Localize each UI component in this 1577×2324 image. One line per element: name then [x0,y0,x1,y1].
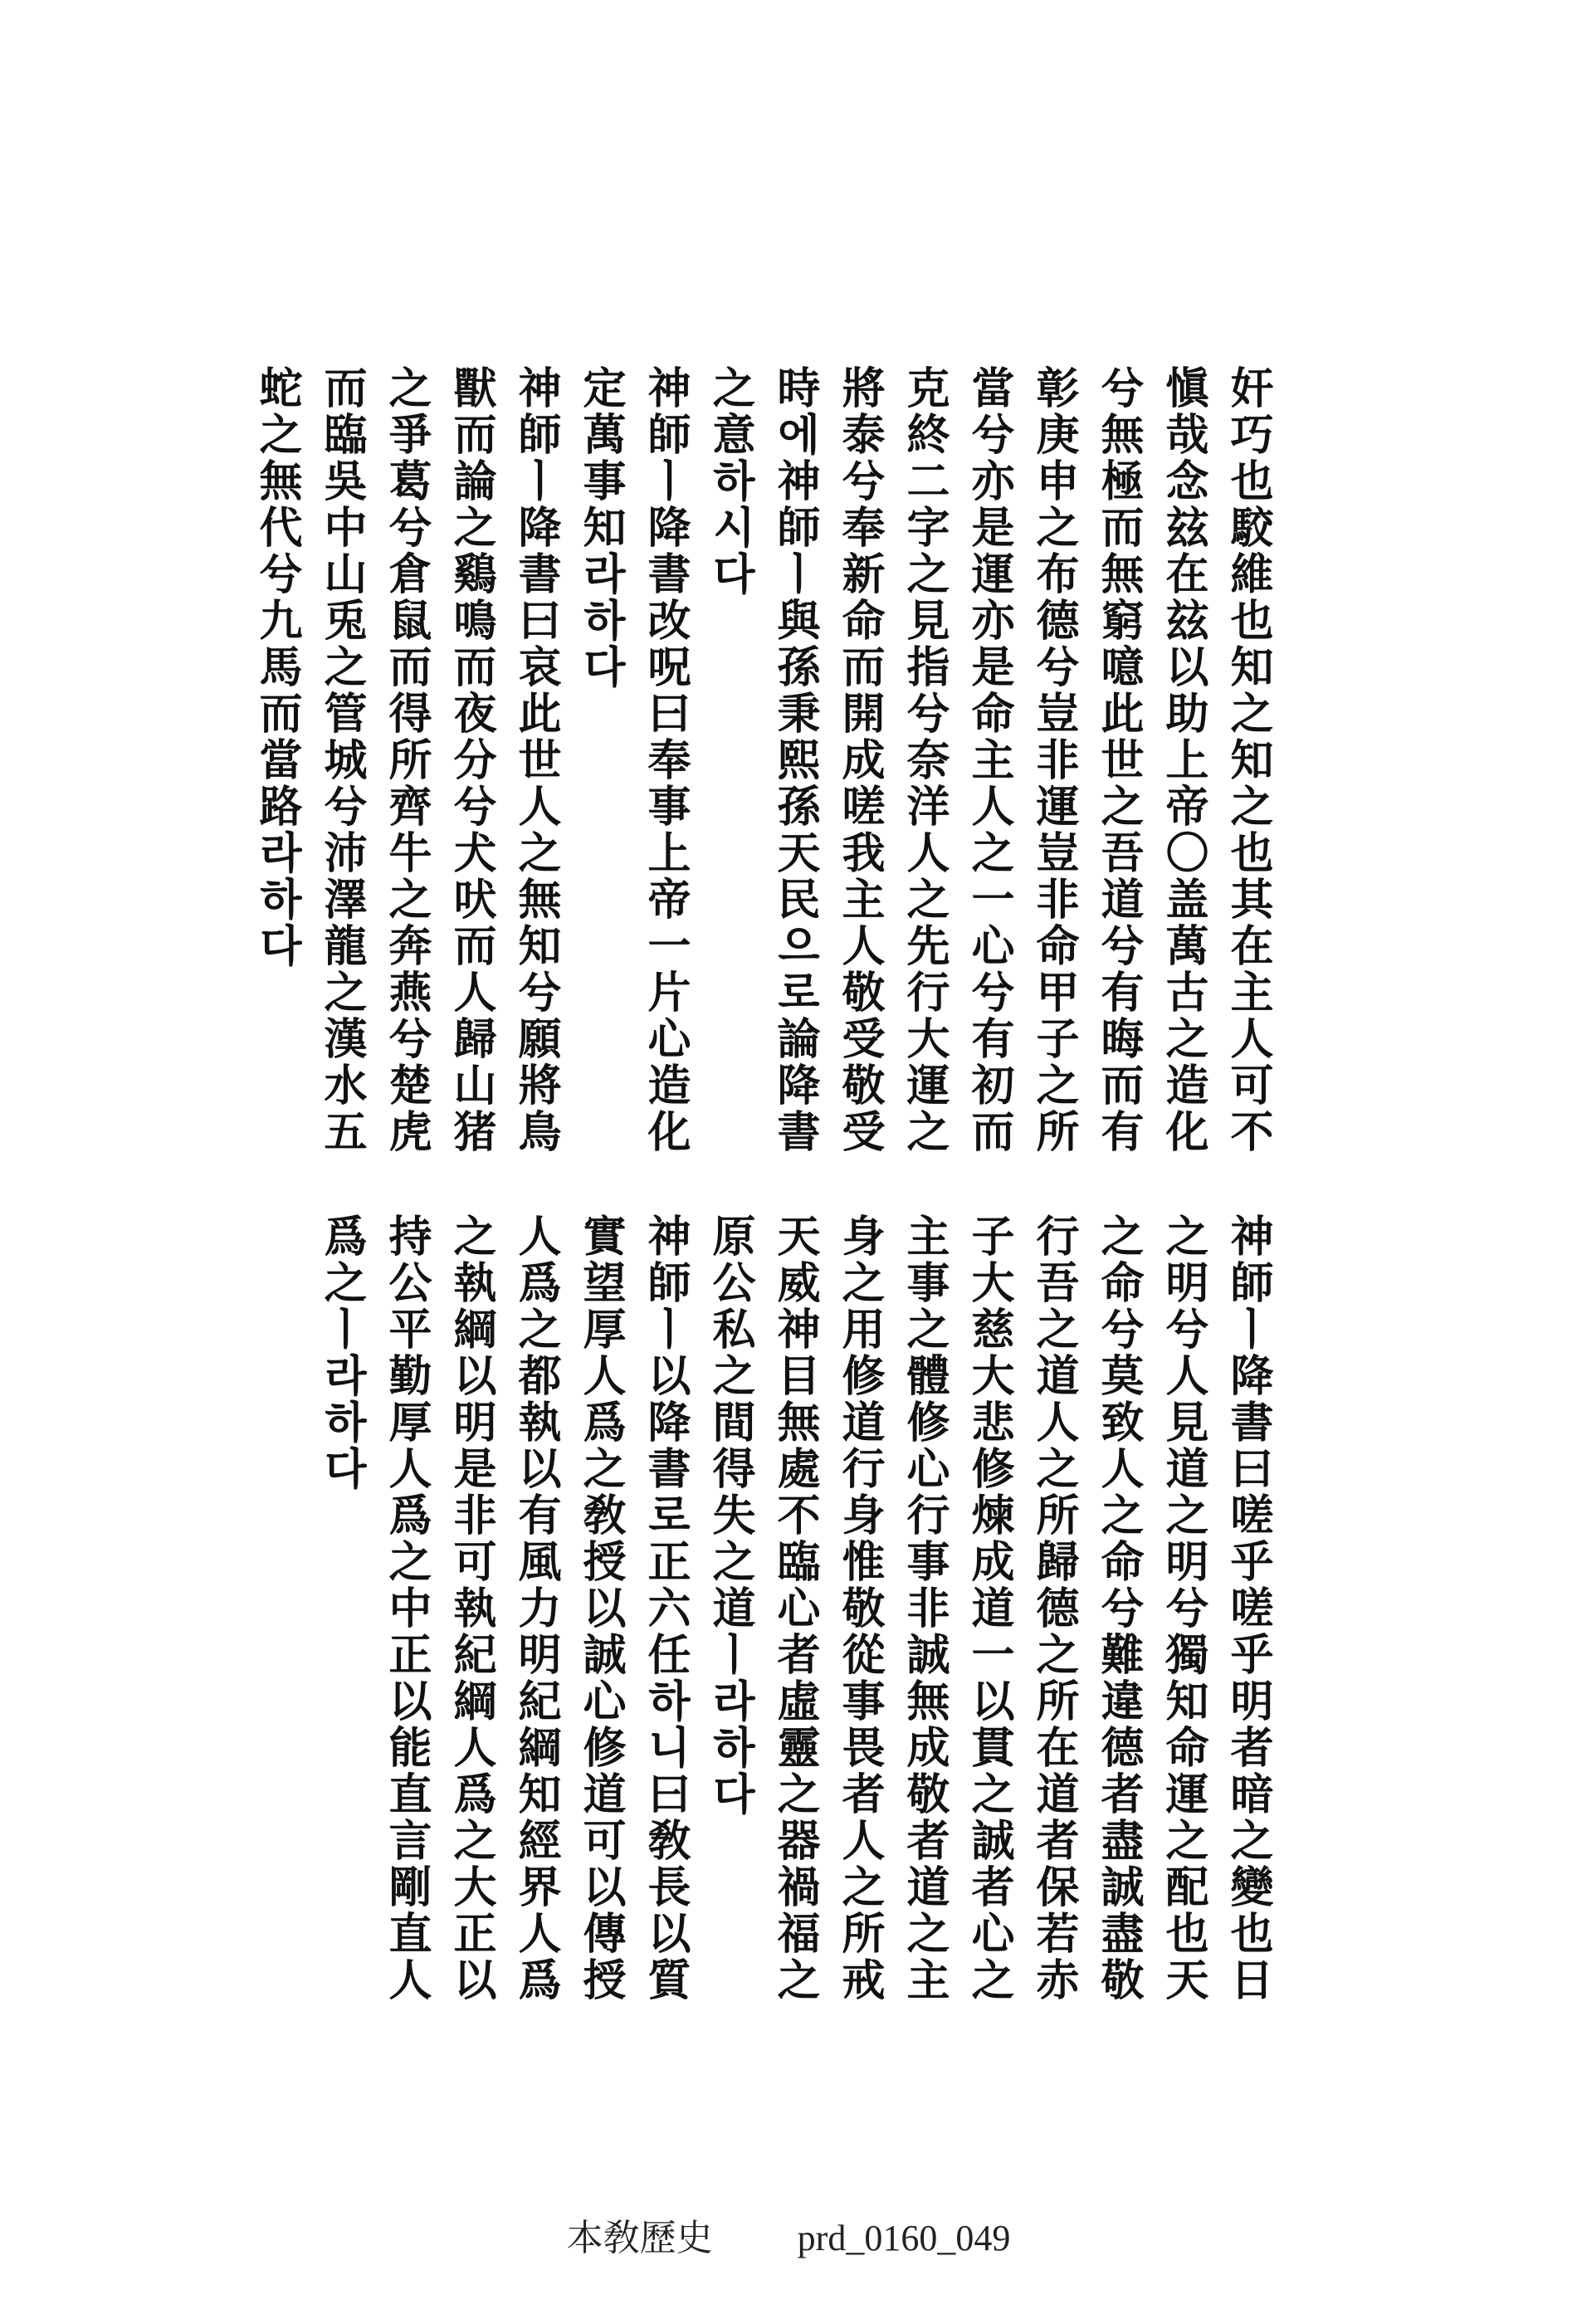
text-column: 克終二字之見指兮奈洋人之先行大運之 [899,365,950,1155]
text-column: 實望厚人爲之敎授以誠心修道可以傳授 [575,1213,626,2004]
lower-text-block [309,1213,1280,2004]
text-column: 原公私之間得失之道ㅣ라하다 [705,1213,755,1818]
text-column: 神師ㅣ降書曰哀此世人之無知兮願將鳥 [510,365,561,1155]
text-column: 天威神目無處不臨心者虛靈之器禍福之 [769,1213,820,2004]
text-column: 而臨吳中山兎之管城兮沛澤龍之漢水五 [316,365,367,1155]
book-title: 本敎歷史 [566,2218,713,2258]
text-column: 彰庚申之布德兮豈非運豈非命甲子之所 [1028,365,1079,1155]
text-column: 之命兮莫致人之命兮難違德者盡誠盡敬 [1093,1213,1144,2004]
text-column: 神師ㅣ降書曰嗟乎嗟乎明者暗之變也日 [1223,1213,1273,2004]
text-column: 身之用修道行身惟敬從事畏者人之所戒 [834,1213,885,2004]
text-column: 之執綱以明是非可執紀綱人爲之大正以 [446,1213,496,2004]
page-footer [0,2208,1577,2261]
text-column: 行吾之道人之所歸德之所在道者保若赤 [1028,1213,1079,2004]
text-column: 兮無極而無窮噫此世之吾道兮有晦而有 [1093,365,1144,1155]
text-column: 人爲之都執以有風力明紀綱知經界人爲 [510,1213,561,2004]
text-column: 子大慈大悲修煉成道一以貫之誠者心之 [964,1213,1014,2004]
text-column: 持公平勤厚人爲之中正以能直言剛直人 [381,1213,432,2004]
text-column: 愼哉念玆在玆以助上帝〇盖萬古之造化 [1158,365,1208,1155]
text-column: 之爭葛兮倉鼠而得所齊牛之奔燕兮楚虎 [381,365,432,1155]
text-column: 定萬事知라하다 [575,365,626,691]
text-column: 神師ㅣ以降書로正六任하니曰敎長以質 [640,1213,691,2004]
text-column: 獸而論之鷄鳴而夜分兮犬吠而人歸山猪 [446,365,496,1155]
text-column: 奸巧也駮維也知之知之也其在主人可不 [1223,365,1273,1155]
text-column: 之明兮人見道之明兮獨知命運之配也天 [1158,1213,1208,2004]
text-column: 當兮亦是運亦是命主人之一心兮有初而 [964,365,1014,1155]
text-column: 爲之ㅣ라하다 [316,1213,367,1492]
text-column: 之意하시다 [705,365,755,598]
page-id: prd_0160_049 [797,2218,1011,2258]
text-column: 將泰兮奉新命而開成嗟我主人敬受敬受 [834,365,885,1155]
text-column: 蛇之無代兮九馬而當路라하다 [251,365,302,969]
text-column: 主事之體修心行事非誠無成敬者道之主 [899,1213,950,2004]
text-column: 神師ㅣ降書改呪曰奉事上帝一片心造化 [640,365,691,1155]
text-column: 時에神師ㅣ與孫秉熙孫天民으로論降書 [769,365,820,1155]
upper-text-block [244,365,1280,1212]
